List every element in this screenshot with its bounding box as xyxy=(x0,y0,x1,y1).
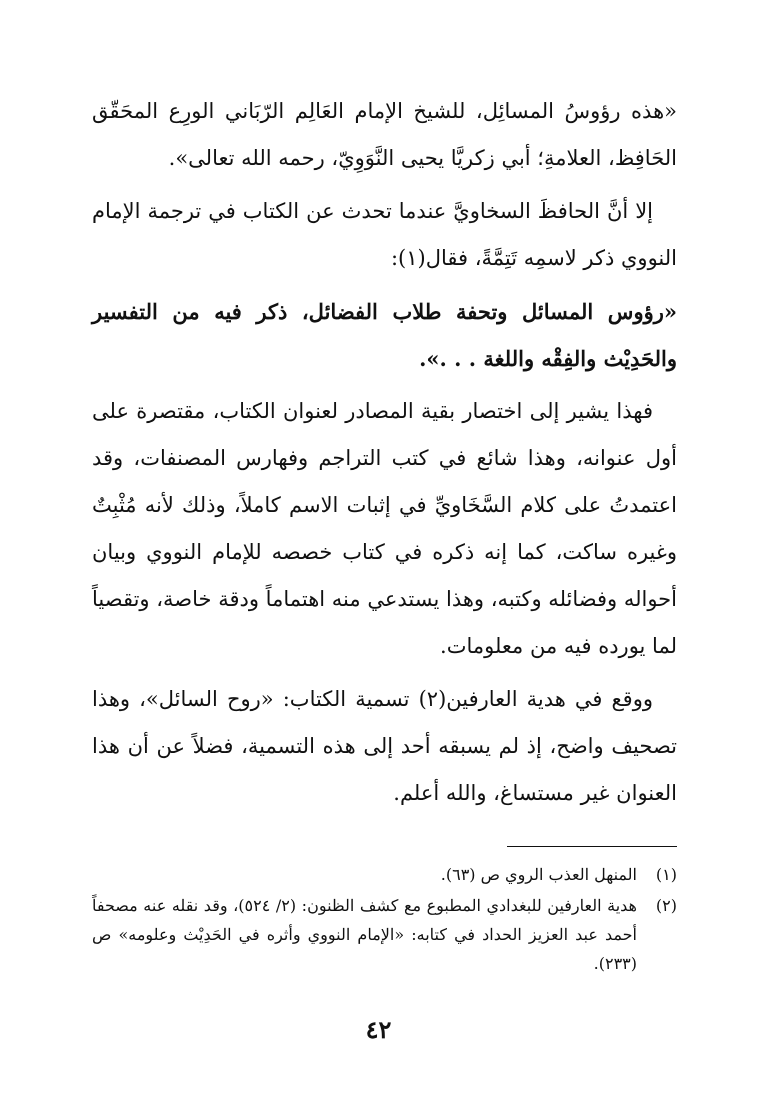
footnote-2 xyxy=(92,891,677,978)
footnote-text: المنهل العذب الروي ص (٦٣). xyxy=(440,865,637,884)
paragraph-title-quote: «هذه رؤوسُ المسائِل، للشيخ الإمام العَالِم الرّبَاني الورِع المحَقّق الحَافِظ، العلامةِ؛ أبي زكريَّا يحيى النَّوَوِيّ، رحمه الله تعالى». xyxy=(92,99,677,170)
footnote-number: (١) xyxy=(655,865,677,884)
footnotes xyxy=(92,860,677,980)
paragraph-full-title-quote: «رؤوس المسائل وتحفة طلاب الفضائل، ذكر فيه من التفسير والحَدِيْث والفِقْه واللغة . . .». xyxy=(92,299,677,371)
paragraph-explanation: فهذا يشير إلى اختصار بقية المصادر لعنوان الكتاب، مقتصرة على أول عنوانه، وهذا شائع في كتب التراجم وفهارس المصنفات، وقد اعتمدتُ على كلام السَّخَاويِّ في إثبات الاسم كاملاً، وذلك لأنه مُثْبِتٌ وغيره ساكت، كما إنه ذكره في كتاب خصصه للإمام النووي وبيان أحواله وفضائله وكتبه، وهذا يستدعي منه اهتماماً ودقة خاصة، وتقصياً لما يورده فيه من معلومات. xyxy=(92,399,677,658)
footnote-number: (٢) xyxy=(655,896,677,915)
footnote-1 xyxy=(92,860,677,889)
paragraph-hadiyat-al-arifin: ووقع في هدية العارفين(٢) تسمية الكتاب: «روح السائل»، وهذا تصحيف واضح، إذ لم يسبقه أحد إلى هذه التسمية، فضلاً عن أن هذا العنوان غير مستساغ، والله أعلم. xyxy=(92,687,677,805)
page-number: ٤٢ xyxy=(365,1015,392,1044)
main-text xyxy=(92,88,677,823)
footnote-divider xyxy=(507,846,677,847)
paragraph-sakhawi: إلا أنَّ الحافظَ السخاويَّ عندما تحدث عن الكتاب في ترجمة الإمام النووي ذكر لاسمِه تَتِمَّةً، فقال(١): xyxy=(92,199,677,270)
footnote-text: هدية العارفين للبغدادي المطبوع مع كشف الظنون: (٢/ ٥٢٤)، وقد نقله عنه مصحفاً أحمد عبد العزيز الحداد في كتابه: «الإمام النووي وأثره في الحَدِيْث وعلومه» ص (٢٣٣). xyxy=(92,896,637,973)
